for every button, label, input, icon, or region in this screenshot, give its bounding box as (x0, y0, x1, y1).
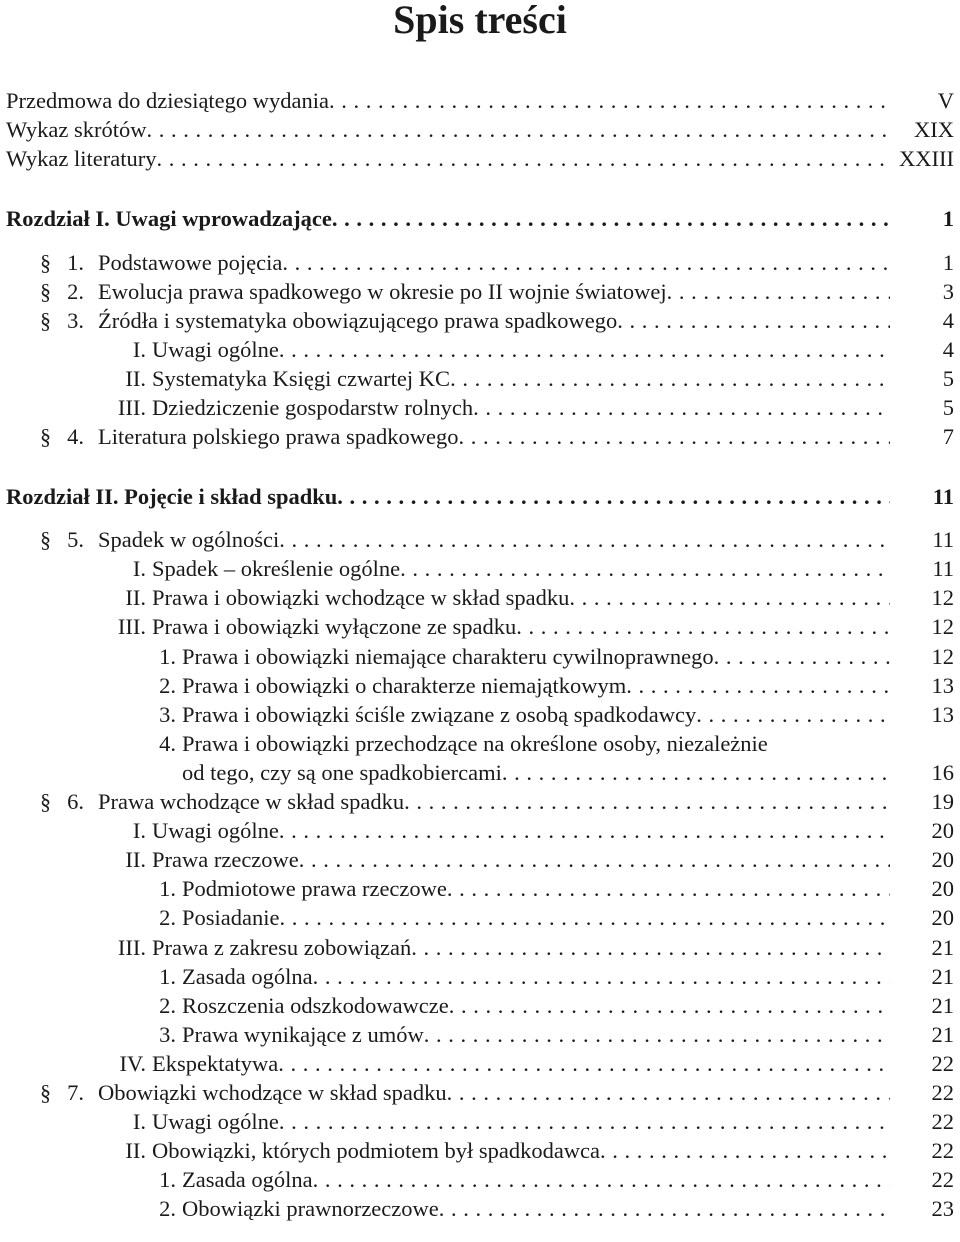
page-number: XXIII (899, 146, 954, 171)
leader-dots (146, 115, 890, 144)
toc-entry-title: Źródła i systematyka obowiązującego prawa spadkowego (98, 308, 618, 333)
toc-row (6, 1049, 954, 1078)
leader-dots (279, 335, 890, 364)
toc-entry-number: II. (125, 847, 146, 872)
page-number: 21 (931, 964, 954, 989)
toc-entry-number: 1. (159, 876, 176, 901)
toc-row (6, 248, 954, 277)
toc-row (6, 422, 954, 451)
toc-entry-title: Roszczenia odszkodowawcze (182, 993, 449, 1018)
toc-entry-title: Zasada ogólna (182, 964, 313, 989)
toc-row (6, 583, 954, 612)
page-number: 21 (931, 1022, 954, 1047)
toc-chapter-row (6, 204, 954, 233)
toc-entry-title: Prawa wchodzące w skład spadku (98, 789, 405, 814)
page-number: V (937, 88, 954, 113)
toc-entry-title: Przedmowa do dziesiątego wydania (6, 88, 330, 113)
toc-row (6, 612, 954, 641)
leader-dots (278, 1049, 890, 1078)
toc-entry-title: Rozdział II. Pojęcie i skład spadku (6, 484, 338, 509)
toc-entry-title: Ekspektatywa (152, 1051, 279, 1076)
page-number: 5 (942, 395, 954, 420)
page-number: 22 (931, 1051, 954, 1076)
leader-dots (279, 816, 890, 845)
toc-entry-title: Spadek w ogólności (98, 527, 280, 552)
toc-entry-number: III. (117, 395, 146, 420)
section-mark: § (40, 308, 51, 333)
toc-row (6, 903, 954, 932)
leader-dots (313, 962, 890, 991)
leader-dots (569, 583, 890, 612)
toc-row (6, 816, 954, 845)
toc-entry-number: II. (125, 366, 146, 391)
toc-entry-title: Prawa wynikające z umów (182, 1022, 424, 1047)
toc-row (6, 277, 954, 306)
toc-entry-title: Wykaz skrótów (6, 117, 147, 142)
toc-entry-number: 3. (67, 308, 84, 333)
leader-dots (450, 364, 890, 393)
toc-row (6, 364, 954, 393)
page-title: Spis treści (393, 0, 567, 42)
toc-entry-title: Uwagi ogólne (152, 337, 279, 362)
toc-entry-number: III. (117, 935, 146, 960)
toc-row (6, 86, 954, 115)
page-number: 20 (931, 876, 954, 901)
leader-dots (404, 787, 890, 816)
leader-dots (282, 248, 890, 277)
page-number: 20 (931, 905, 954, 930)
leader-dots (439, 1194, 890, 1223)
toc-entry-title: Prawa i obowiązki niemające charakteru cywilnoprawnego (182, 644, 714, 669)
leader-dots (459, 422, 890, 451)
page-number: 22 (931, 1109, 954, 1134)
toc-row (6, 962, 954, 991)
toc-row (6, 729, 954, 758)
page-number: 1 (942, 206, 954, 231)
toc-entry-number: I. (132, 556, 146, 581)
toc-entry-number: 4. (67, 424, 84, 449)
page-number: 13 (931, 702, 954, 727)
section-mark: § (40, 424, 51, 449)
section-mark: § (40, 527, 51, 552)
toc-row (6, 525, 954, 554)
toc-row (6, 1136, 954, 1165)
leader-dots (447, 874, 890, 903)
toc-entry-number: 3. (159, 1022, 176, 1047)
toc-row (6, 642, 954, 671)
toc-entry-number: II. (125, 585, 146, 610)
leader-dots (667, 277, 890, 306)
toc-entry-title: Prawa rzeczowe (152, 847, 299, 872)
page-number: 12 (931, 614, 954, 639)
toc-entry-title: Zasada ogólna (182, 1167, 313, 1192)
leader-dots (279, 525, 890, 554)
toc-entry-title: Prawa i obowiązki o charakterze niemajątkowym (182, 673, 627, 698)
toc-entry-number: I. (132, 337, 146, 362)
leader-dots (449, 991, 890, 1020)
page-number: 22 (931, 1080, 954, 1105)
toc-entry-title: Literatura polskiego prawa spadkowego (98, 424, 459, 449)
toc-row (6, 144, 954, 173)
toc-row (6, 1078, 954, 1107)
toc-row (6, 1194, 954, 1223)
section-mark: § (40, 789, 51, 814)
toc-entry-title: Podstawowe pojęcia (98, 250, 283, 275)
page-number: 11 (932, 484, 954, 509)
leader-dots (617, 306, 890, 335)
leader-dots (400, 554, 890, 583)
toc-row (6, 991, 954, 1020)
page-number: 13 (931, 673, 954, 698)
leader-dots (337, 482, 890, 511)
toc-entry-title: Prawa i obowiązki ściśle związane z osobą spadkodawcy (182, 702, 697, 727)
leader-dots (329, 86, 890, 115)
leader-dots (447, 1078, 890, 1107)
toc-entry-number: 2. (159, 905, 176, 930)
toc-row (6, 933, 954, 962)
leader-dots (714, 642, 890, 671)
toc-entry-title: Obowiązki prawnorzeczowe (182, 1196, 439, 1221)
toc-row (6, 758, 954, 787)
toc-entry-number: 5. (67, 527, 84, 552)
page-number: 5 (942, 366, 954, 391)
leader-dots (696, 700, 890, 729)
section-mark: § (40, 1080, 51, 1105)
page-number: 21 (931, 993, 954, 1018)
toc-entry-title: Ewolucja prawa spadkowego w okresie po II wojnie światowej (98, 279, 667, 304)
toc-entry-title: Spadek – określenie ogólne (152, 556, 401, 581)
page-number: 16 (931, 760, 954, 785)
toc-entry-number: 2. (159, 1196, 176, 1221)
leader-dots (411, 933, 890, 962)
toc-entry-title: Prawa i obowiązki przechodzące na określone osoby, niezależnie (182, 731, 768, 756)
toc-entry-number: IV. (119, 1051, 146, 1076)
toc-entry-title: Prawa i obowiązki wyłączone ze spadku (152, 614, 517, 639)
toc-entry-number: 1. (159, 1167, 176, 1192)
toc-entry-number: 2. (159, 673, 176, 698)
toc-entry-title: Uwagi ogólne (152, 818, 279, 843)
toc-row (6, 1107, 954, 1136)
leader-dots (626, 671, 890, 700)
toc-entry-title: Posiadanie (182, 905, 280, 930)
toc-entry-number: 4. (159, 731, 176, 756)
toc-entry-number: 1. (159, 644, 176, 669)
leader-dots (473, 393, 890, 422)
toc-chapter-row (6, 482, 954, 511)
page-number: 4 (942, 337, 954, 362)
leader-dots (424, 1020, 890, 1049)
toc-entry-number: 2. (159, 993, 176, 1018)
leader-dots (313, 1165, 890, 1194)
toc-entry-title: od tego, czy są one spadkobiercami (182, 760, 502, 785)
toc-entry-title: Prawa i obowiązki wchodzące w skład spadku (152, 585, 570, 610)
toc-entry-number: I. (132, 1109, 146, 1134)
section-mark: § (40, 279, 51, 304)
toc-entry-title: Prawa z zakresu zobowiązań (152, 935, 412, 960)
page-number: 21 (931, 935, 954, 960)
toc-entry-title: Rozdział I. Uwagi wprowadzające (6, 206, 332, 231)
toc-entry-title: Obowiązki, których podmiotem był spadkodawca (152, 1138, 601, 1163)
toc-entry-number: 7. (67, 1080, 84, 1105)
toc-row (6, 554, 954, 583)
toc-row (6, 845, 954, 874)
toc-entry-title: Dziedziczenie gospodarstw rolnych (152, 395, 474, 420)
toc-entry-title: Uwagi ogólne (152, 1109, 279, 1134)
page-number: 20 (931, 818, 954, 843)
toc-entry-number: 1. (67, 250, 84, 275)
leader-dots (502, 758, 890, 787)
leader-dots (279, 903, 890, 932)
toc-row (6, 1165, 954, 1194)
page-number: 23 (931, 1196, 954, 1221)
page-number: 4 (942, 308, 954, 333)
page-number: 12 (931, 644, 954, 669)
leader-dots (516, 612, 890, 641)
toc-row (6, 874, 954, 903)
leader-dots (156, 144, 890, 173)
toc-row (6, 700, 954, 729)
toc-row (6, 335, 954, 364)
section-mark: § (40, 250, 51, 275)
page-number: 22 (931, 1138, 954, 1163)
toc-row (6, 393, 954, 422)
leader-dots (332, 204, 890, 233)
toc-entry-title: Systematyka Księgi czwartej KC (152, 366, 451, 391)
page-number: 12 (931, 585, 954, 610)
toc-entry-title: Obowiązki wchodzące w skład spadku (98, 1080, 447, 1105)
toc-entry-number: 3. (159, 702, 176, 727)
page-number: 22 (931, 1167, 954, 1192)
page-number: XIX (914, 117, 954, 142)
toc-row (6, 306, 954, 335)
toc-entry-number: 1. (159, 964, 176, 989)
toc-entry-number: II. (125, 1138, 146, 1163)
page-number: 20 (931, 847, 954, 872)
toc-entry-title: Podmiotowe prawa rzeczowe (182, 876, 447, 901)
toc-row (6, 115, 954, 144)
toc-entry-number: 2. (67, 279, 84, 304)
toc-row (6, 671, 954, 700)
toc-entry-number: I. (132, 818, 146, 843)
page-number: 19 (931, 789, 954, 814)
page-number: 11 (932, 556, 954, 581)
toc-entry-number: 6. (67, 789, 84, 814)
page-number: 1 (942, 250, 954, 275)
toc-entry-title: Wykaz literatury (6, 146, 157, 171)
toc-entry-number: III. (117, 614, 146, 639)
page-number: 7 (942, 424, 954, 449)
toc-row (6, 787, 954, 816)
leader-dots (279, 1107, 890, 1136)
leader-dots (299, 845, 890, 874)
leader-dots (600, 1136, 890, 1165)
toc-row (6, 1020, 954, 1049)
page-number: 11 (932, 527, 954, 552)
page-number: 3 (942, 279, 954, 304)
